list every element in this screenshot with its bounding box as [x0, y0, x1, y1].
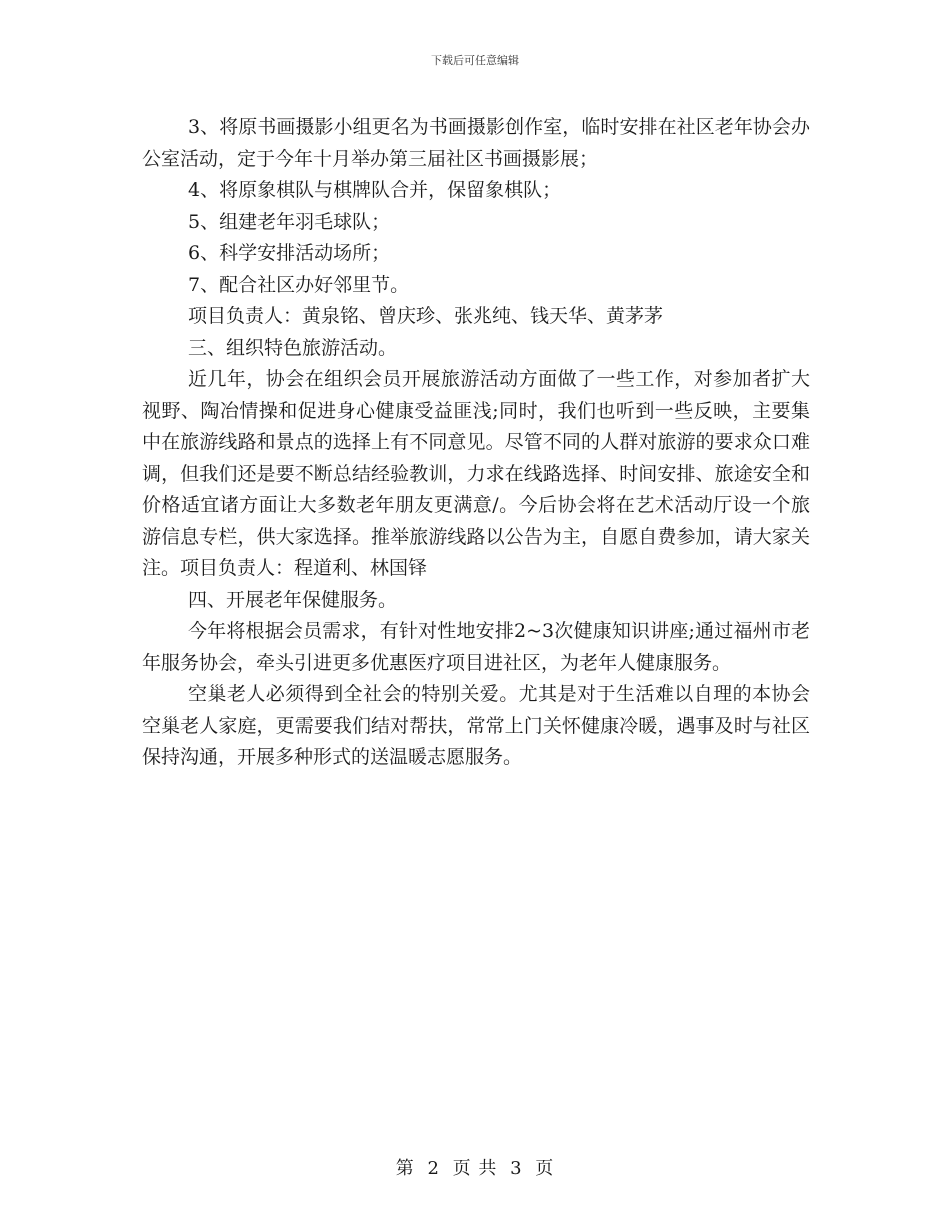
footer-total-pages: 3 [510, 1158, 523, 1179]
footer-suffix: 页 [535, 1158, 555, 1179]
paragraph-healthcare: 今年将根据会员需求，有针对性地安排2~3次健康知识讲座;通过福州市老年服务协会，牵头引进更多优惠医疗项目进社区，为老年人健康服务。 [142, 620, 810, 674]
document-body [142, 112, 810, 774]
paragraph-tourism: 近几年，协会在组织会员开展旅游活动方面做了一些工作，对参加者扩大视野、陶冶情操和促进身心健康受益匪浅;同时，我们也听到一些反映，主要集中在旅游线路和景点的选择上有不同意见。尽管不同的人群对旅游的要求众口难调，但我们还是要不断总结经验教训，力求在线路选择、时间安排、旅途安全和价格适宜诸方面让大多数老年朋友更满意/。今后协会将在艺术活动厅设一个旅游信息专栏，供大家选择。推举旅游线路以公告为主，自愿自费参加，请大家关注。项目负责人：程道利、林国铎 [142, 368, 810, 579]
footer-prefix: 第 [395, 1158, 415, 1179]
paragraph-item-5: 5、组建老年羽毛球队； [188, 210, 391, 233]
paragraph-item-4: 4、将原象棋队与棋牌队合并，保留象棋队； [188, 179, 562, 201]
paragraph-item-3: 3、将原书画摄影小组更名为书画摄影创作室，临时安排在社区老年协会办公室活动，定于今年十月举办第三届社区书画摄影展； [142, 116, 810, 170]
paragraph-empty-nest: 空巢老人必须得到全社会的特别关爱。尤其是对于生活难以自理的本协会空巢老人家庭，更需要我们结对帮扶，常常上门关怀健康冷暖，遇事及时与社区保持沟通，开展多种形式的送温暖志愿服务。 [142, 683, 810, 768]
footer-page-number: 2 [427, 1158, 440, 1179]
paragraph-item-6: 6、科学安排活动场所； [188, 242, 391, 264]
paragraph-project-leaders: 项目负责人：黄泉铭、曾庆珍、张兆纯、钱天华、黄茅茅 [188, 305, 664, 327]
section-heading-healthcare: 四、开展老年保健服务。 [188, 588, 398, 611]
page-header: 下载后可任意编辑 [431, 54, 519, 67]
page-footer [0, 1154, 950, 1180]
section-heading-tourism: 三、组织特色旅游活动。 [188, 336, 398, 359]
footer-middle: 页 共 [452, 1158, 498, 1179]
paragraph-item-7: 7、配合社区办好邻里节。 [188, 273, 410, 296]
